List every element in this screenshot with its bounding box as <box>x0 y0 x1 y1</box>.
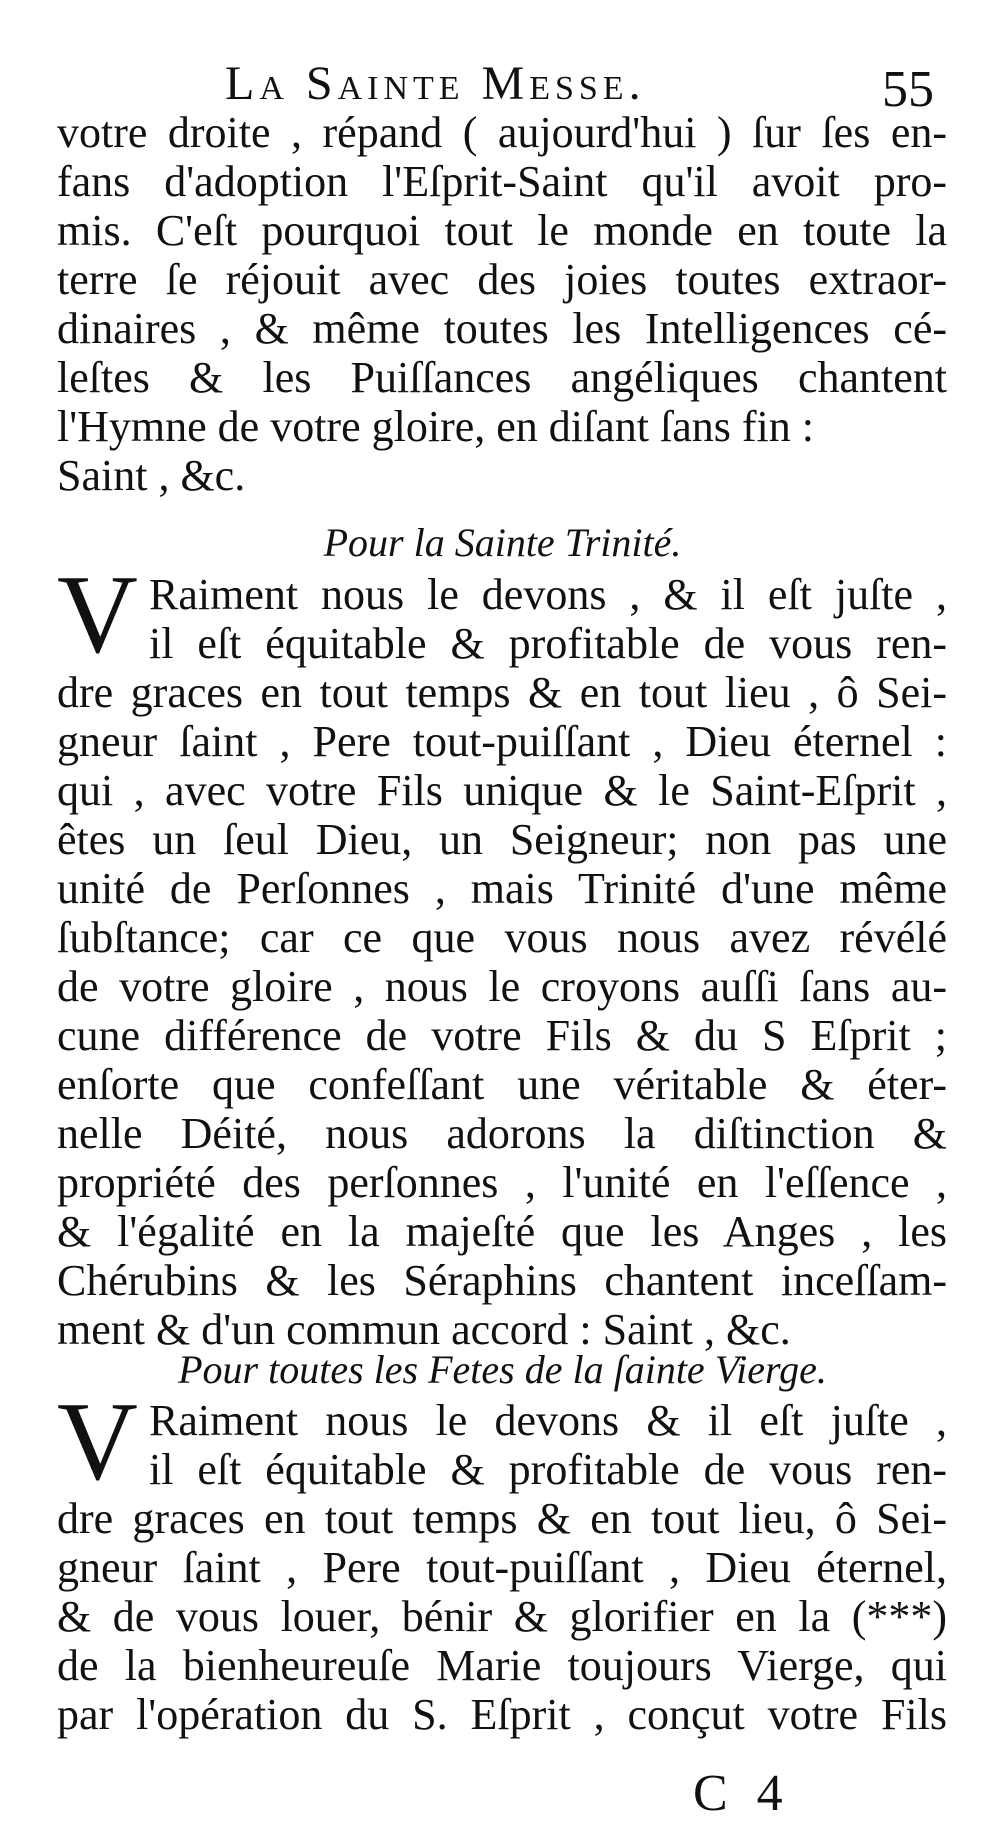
continuation-paragraph <box>57 108 947 500</box>
trinity-drop-cap: V <box>57 553 138 677</box>
text-line: & de vous louer, bénir & glorifier en la (***) <box>57 1592 947 1641</box>
text-line: ſubſtance; car ce que vous nous avez révélé <box>57 913 947 962</box>
virgin-heading: Pour toutes les Fetes de la ſainte Vierge. <box>178 1347 827 1392</box>
page-header <box>0 56 1005 116</box>
text-line: dre graces en tout temps & en tout lieu , ô Sei- <box>57 668 947 717</box>
text-line: par l'opération du S. Eſprit , conçut votre Fils <box>57 1690 947 1739</box>
text-line: l'Hymne de votre gloire, en diſant ſans fin : <box>57 402 814 451</box>
text-line: cune différence de votre Fils & du S Eſprit ; <box>57 1011 947 1060</box>
text-line: Raiment nous le devons & il eſt juſte , <box>149 1396 947 1445</box>
text-line: il eſt équitable & profitable de vous ren- <box>149 1445 947 1494</box>
trinity-paragraph <box>57 570 947 1354</box>
text-line: & l'égalité en la majeſté que les Anges , les <box>57 1207 947 1256</box>
text-line: enſorte que confeſſant une véritable & éter- <box>57 1060 947 1109</box>
page-number: 55 <box>882 61 934 118</box>
text-line: Raiment nous le devons , & il eſt juſte , <box>149 570 947 619</box>
text-line: de la bienheureuſe Marie toujours Vierge, qui <box>57 1641 947 1690</box>
text-line: Chérubins & les Séraphins chantent inceſſam- <box>57 1256 947 1305</box>
text-line: votre droite , répand ( aujourd'hui ) ſur ſes en- <box>57 108 947 157</box>
text-line: nelle Déité, nous adorons la diſtinction & <box>57 1109 947 1158</box>
text-line: Saint , &c. <box>57 451 246 500</box>
text-line: mis. C'eſt pourquoi tout le monde en toute la <box>57 206 947 255</box>
virgin-drop-cap: V <box>57 1380 138 1504</box>
text-line: êtes un ſeul Dieu, un Seigneur; non pas une <box>57 815 947 864</box>
text-line: fans d'adoption l'Eſprit-Saint qu'il avoit pro- <box>57 157 947 206</box>
text-line: gneur ſaint , Pere tout-puiſſant , Dieu éternel : <box>57 717 947 766</box>
text-line: de votre gloire , nous le croyons auſſi ſans au- <box>57 962 947 1011</box>
text-line: propriété des perſonnes , l'unité en l'eſſence , <box>57 1158 947 1207</box>
text-line: unité de Perſonnes , mais Trinité d'une même <box>57 864 947 913</box>
text-line: leſtes & les Puiſſances angéliques chantent <box>57 353 947 402</box>
signature-mark: C 4 <box>693 1765 791 1822</box>
text-line: dinaires , & même toutes les Intelligences cé- <box>57 304 947 353</box>
text-line: qui , avec votre Fils unique & le Saint-Eſprit , <box>57 766 947 815</box>
text-line: dre graces en tout temps & en tout lieu, ô Sei- <box>57 1494 947 1543</box>
virgin-paragraph <box>57 1396 947 1739</box>
text-line: gneur ſaint , Pere tout-puiſſant , Dieu éternel, <box>57 1543 947 1592</box>
text-line: terre ſe réjouit avec des joies toutes extraor- <box>57 255 947 304</box>
trinity-heading: Pour la Sainte Trinité. <box>323 520 682 565</box>
text-line: il eſt équitable & profitable de vous ren- <box>149 619 947 668</box>
running-title: La Sainte Messe. <box>225 57 646 110</box>
text-line: ment & d'un commun accord : Saint , &c. <box>57 1305 791 1354</box>
